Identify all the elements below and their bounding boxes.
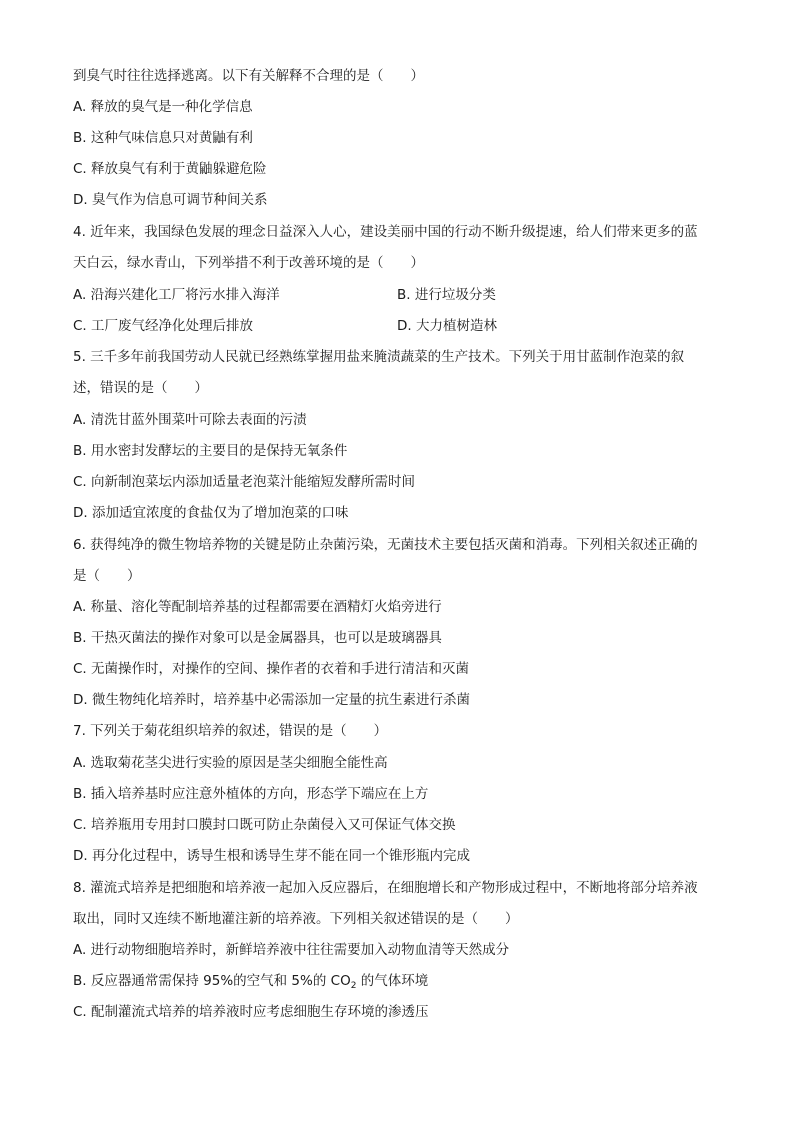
question-3-option-d: D. 臭气作为信息可调节种间关系 [73, 192, 268, 208]
question-6-option-b: B. 干热灭菌法的操作对象可以是金属器具，也可以是玻璃器具 [73, 630, 442, 646]
question-5-option-d: D. 添加适宜浓度的食盐仅为了增加泡菜的口味 [73, 505, 349, 521]
question-8-option-b-text-end: 的气体环境 [356, 973, 429, 989]
question-8-option-c: C. 配制灌流式培养的培养液时应考虑细胞生存环境的渗透压 [73, 1004, 429, 1020]
question-3-option-b: B. 这种气味信息只对黄鼬有利 [73, 130, 253, 146]
question-5-option-a: A. 清洗甘蓝外围菜叶可除去表面的污渍 [73, 412, 307, 428]
question-4-stem-line-1: 4. 近年来，我国绿色发展的理念日益深入人心，建设美丽中国的行动不断升级提速，给人们带来更多的蓝 [73, 224, 698, 240]
question-3-option-a: A. 释放的臭气是一种化学信息 [73, 99, 253, 115]
question-8-stem-line-1: 8. 灌流式培养是把细胞和培养液一起加入反应器后，在细胞增长和产物形成过程中，不断地将部分培养液 [73, 880, 698, 896]
question-7-option-d: D. 再分化过程中，诱导生根和诱导生芽不能在同一个锥形瓶内完成 [73, 848, 470, 864]
question-8-option-b-text: B. 反应器通常需保持 95%的空气和 5%的 CO [73, 973, 351, 989]
question-8-stem-line-2: 取出，同时又连续不断地灌注新的培养液。下列相关叙述错误的是（ ） [73, 911, 519, 927]
question-6-stem-line-2: 是（ ） [73, 568, 141, 584]
co2-subscript: 2 [350, 981, 357, 991]
question-7-option-c: C. 培养瓶用专用封口膜封口既可防止杂菌侵入又可保证气体交换 [73, 817, 456, 833]
question-6-option-a: A. 称量、溶化等配制培养基的过程都需要在酒精灯火焰旁进行 [73, 599, 442, 615]
question-4-option-c: C. 工厂废气经净化处理后排放 [73, 318, 254, 334]
question-4-stem-line-2: 天白云，绿水青山，下列举措不利于改善环境的是（ ） [73, 255, 424, 271]
question-3-option-c: C. 释放臭气有利于黄鼬躲避危险 [73, 161, 267, 177]
question-6-option-c: C. 无菌操作时，对操作的空间、操作者的衣着和手进行清洁和灭菌 [73, 661, 470, 677]
question-5-stem-line-1: 5. 三千多年前我国劳动人民就已经熟练掌握用盐来腌渍蔬菜的生产技术。下列关于用甘蓝制作泡菜的叙 [73, 349, 685, 365]
question-7-option-b: B. 插入培养基时应注意外植体的方向，形态学下端应在上方 [73, 786, 429, 802]
question-4-option-b: B. 进行垃圾分类 [397, 287, 496, 303]
question-6-option-d: D. 微生物纯化培养时，培养基中必需添加一定量的抗生素进行杀菌 [73, 692, 470, 708]
question-5-option-c: C. 向新制泡菜坛内添加适量老泡菜汁能缩短发酵所需时间 [73, 474, 416, 490]
question-4-option-a: A. 沿海兴建化工厂将污水排入海洋 [73, 287, 280, 303]
question-8-option-a: A. 进行动物细胞培养时，新鲜培养液中往往需要加入动物血清等天然成分 [73, 942, 510, 958]
question-3-stem-continued: 到臭气时往往选择逃离。以下有关解释不合理的是（ ） [73, 68, 424, 84]
question-7-stem: 7. 下列关于菊花组织培养的叙述，错误的是（ ） [73, 723, 388, 739]
question-4-option-d: D. 大力植树造林 [397, 318, 497, 334]
question-5-option-b: B. 用水密封发酵坛的主要目的是保持无氧条件 [73, 443, 348, 459]
question-8-option-b [73, 970, 428, 992]
question-5-stem-line-2: 述，错误的是（ ） [73, 380, 208, 396]
question-6-stem-line-1: 6. 获得纯净的微生物培养物的关键是防止杂菌污染，无菌技术主要包括灭菌和消毒。下列相关叙述正确的 [73, 537, 698, 553]
question-7-option-a: A. 选取菊花茎尖进行实验的原因是茎尖细胞全能性高 [73, 755, 388, 771]
